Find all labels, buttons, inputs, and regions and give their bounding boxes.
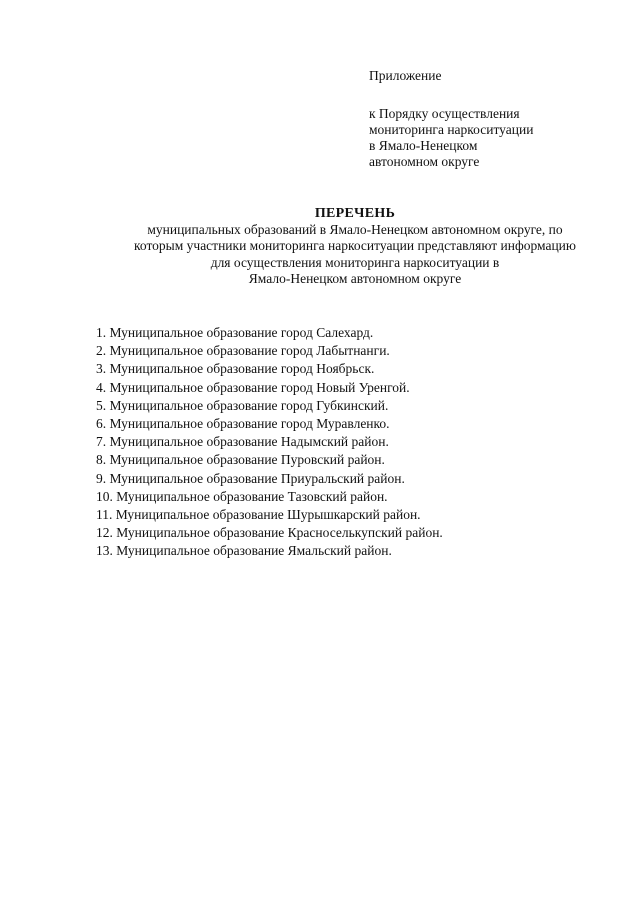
appendix-line: мониторинга наркоситуации	[369, 122, 534, 137]
list-item: 4. Муниципальное образование город Новый Уренгой.	[96, 379, 410, 395]
list-item: 13. Муниципальное образование Ямальский район.	[96, 543, 392, 559]
list-item: 12. Муниципальное образование Красноселькупский район.	[96, 525, 443, 541]
appendix-line: в Ямало-Ненецком	[369, 138, 478, 153]
list-item: 2. Муниципальное образование город Лабытнанги.	[96, 343, 390, 359]
document-title: ПЕРЕЧЕНЬ	[314, 206, 396, 221]
list-item: 9. Муниципальное образование Приуральский район.	[96, 470, 405, 486]
list-item: 1. Муниципальное образование город Салехард.	[96, 325, 374, 340]
appendix-line: к Порядку осуществления	[369, 106, 520, 121]
list-item: 11. Муниципальное образование Шурышкарский район.	[96, 507, 421, 523]
list-item: 8. Муниципальное образование Пуровский район.	[96, 452, 385, 468]
document-subtitle-line: Ямало-Ненецком автономном округе	[248, 270, 462, 286]
document-subtitle-line: которым участники мониторинга наркоситуации представляют информацию	[134, 238, 576, 254]
document-subtitle-line: для осуществления мониторинга наркоситуации в	[210, 254, 500, 270]
document-subtitle-line: муниципальных образований в Ямало-Ненецком автономном округе, по	[147, 222, 563, 238]
appendix-heading: Приложение	[369, 68, 442, 83]
appendix-note	[369, 68, 609, 170]
list-item: 10. Муниципальное образование Тазовский район.	[96, 488, 388, 504]
appendix-line: автономном округе	[369, 154, 480, 169]
municipality-list	[96, 324, 596, 561]
list-item: 6. Муниципальное образование город Муравленко.	[96, 416, 390, 432]
document-title-block	[90, 206, 620, 287]
list-item: 3. Муниципальное образование город Ноябрьск.	[96, 361, 375, 377]
list-item: 5. Муниципальное образование город Губкинский.	[96, 397, 389, 413]
list-item: 7. Муниципальное образование Надымский район.	[96, 434, 389, 450]
